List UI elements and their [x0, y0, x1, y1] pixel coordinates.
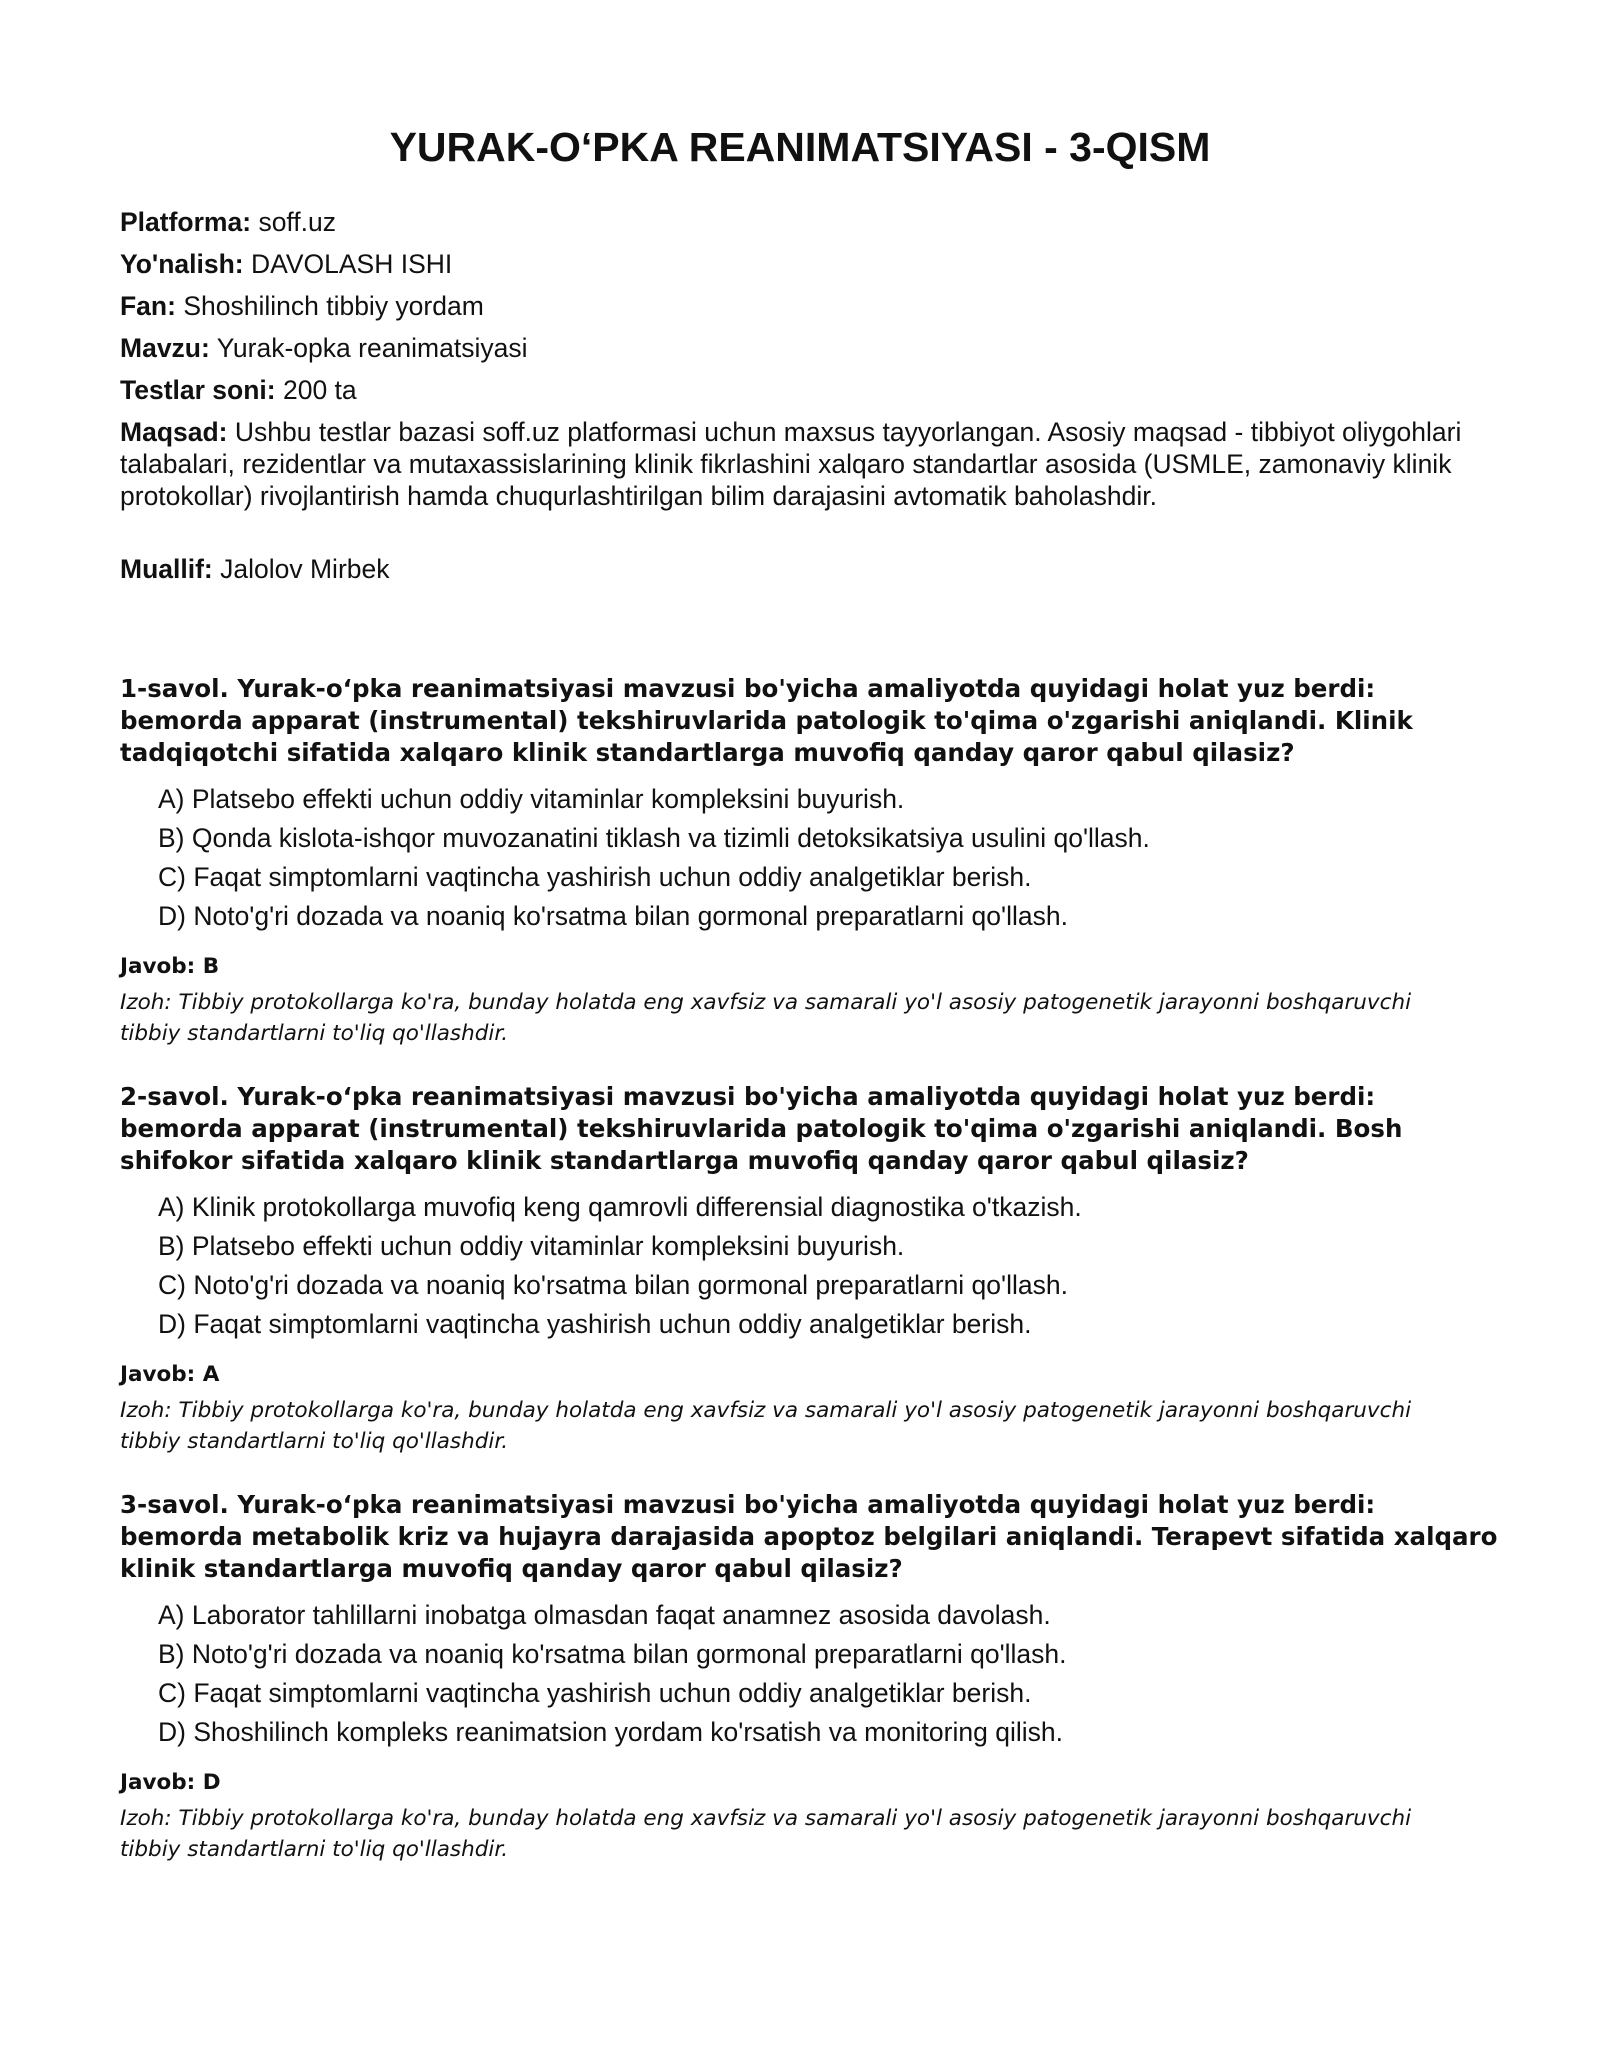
- meta-testlar-soni: [120, 374, 1480, 406]
- question-3: [120, 1489, 1500, 1865]
- answer-label: Javob: A: [120, 1362, 220, 1387]
- option-b: B) Noto'g'ri dozada va noaniq ko'rsatma bilan gormonal preparatlarni qo'llash.: [158, 1639, 1067, 1669]
- explanation-text: Izoh: Tibbiy protokollarga ko'ra, bunday holatda eng xavfsiz va samarali yo'l asosiy patogenetik jarayonni boshqaruvchi tibbiy standartlarni to'liq qo'llashdir.: [120, 1806, 1412, 1862]
- option-d: D) Faqat simptomlarni vaqtincha yashirish uchun oddiy analgetiklar berish.: [158, 1309, 1032, 1339]
- meta-key: Maqsad:: [120, 417, 228, 447]
- option-c: C) Noto'g'ri dozada va noaniq ko'rsatma bilan gormonal preparatlarni qo'llash.: [158, 1270, 1068, 1300]
- explanation-text: Izoh: Tibbiy protokollarga ko'ra, bunday holatda eng xavfsiz va samarali yo'l asosiy patogenetik jarayonni boshqaruvchi tibbiy standartlarni to'liq qo'llashdir.: [120, 990, 1412, 1046]
- meta-mavzu: [120, 332, 1480, 364]
- option-d: D) Noto'g'ri dozada va noaniq ko'rsatma bilan gormonal preparatlarni qo'llash.: [158, 901, 1068, 931]
- meta-key: Fan:: [120, 291, 176, 321]
- question-text: 1-savol. Yurak-o‘pka reanimatsiyasi mavzusi bo'yicha amaliyotda quyidagi holat yuz berdi: bemorda apparat (instrumental) tekshiruvlarida patologik to'qima o'zgarishi aniqlandi. Klinik tadqiqotchi sifatida xalqaro klinik standartlarga muvofiq qanday qaror qabul qilasiz?: [120, 674, 1413, 767]
- option-d: D) Shoshilinch kompleks reanimatsion yordam ko'rsatish va monitoring qilish.: [158, 1717, 1063, 1747]
- meta-value: soff.uz: [258, 207, 337, 237]
- document-title: YURAK-O‘PKA REANIMATSIYASI - 3-QISM: [389, 124, 1211, 170]
- explanation-text: Izoh: Tibbiy protokollarga ko'ra, bunday holatda eng xavfsiz va samarali yo'l asosiy patogenetik jarayonni boshqaruvchi tibbiy standartlarni to'liq qo'llashdir.: [120, 1398, 1412, 1454]
- meta-platforma: [120, 206, 1480, 238]
- meta-value: 200 ta: [282, 375, 357, 405]
- meta-yonalish: [120, 248, 1480, 280]
- question-text: 2-savol. Yurak-o‘pka reanimatsiyasi mavzusi bo'yicha amaliyotda quyidagi holat yuz berdi: bemorda apparat (instrumental) tekshiruvlarida patologik to'qima o'zgarishi aniqlandi. Bosh shifokor sifatida xalqaro klinik standartlarga muvofiq qanday qaror qabul qilasiz?: [120, 1082, 1403, 1175]
- meta-key: Muallif:: [120, 554, 213, 584]
- option-c: C) Faqat simptomlarni vaqtincha yashirish uchun oddiy analgetiklar berish.: [158, 862, 1032, 892]
- meta-value: Yurak-opka reanimatsiyasi: [216, 333, 528, 363]
- options-list: [120, 1191, 1500, 1347]
- options-list: [120, 1599, 1500, 1755]
- option-a: A) Klinik protokollarga muvofiq keng qamrovli differensial diagnostika o'tkazish.: [158, 1192, 1082, 1222]
- meta-value: DAVOLASH ISHI: [250, 249, 453, 279]
- meta-maqsad: [120, 416, 1480, 512]
- answer-label: Javob: D: [120, 1770, 221, 1795]
- question-2: [120, 1081, 1500, 1457]
- option-c: C) Faqat simptomlarni vaqtincha yashirish uchun oddiy analgetiklar berish.: [158, 1678, 1032, 1708]
- question-text: 3-savol. Yurak-o‘pka reanimatsiyasi mavzusi bo'yicha amaliyotda quyidagi holat yuz berdi: bemorda metabolik kriz va hujayra darajasida apoptoz belgilari aniqlandi. Terapevt sifatida xalqaro klinik standartlarga muvofiq qanday qaror qabul qilasiz?: [120, 1490, 1498, 1583]
- meta-key: Mavzu:: [120, 333, 210, 363]
- options-list: [120, 783, 1500, 939]
- meta-fan: [120, 290, 1480, 322]
- option-b: B) Platsebo effekti uchun oddiy vitaminlar kompleksini buyurish.: [158, 1231, 905, 1261]
- meta-value: Ushbu testlar bazasi soff.uz platformasi uchun maxsus tayyorlangan. Asosiy maqsad - tibbiyot oliygohlari talabalari, rezidentlar va mutaxassislarining klinik fikrlashini xalqaro standartlar asosida (USMLE, zamonaviy klinik protokollar) rivojlantirish hamda chuqurlashtirilgan bilim darajasini avtomatik baholashdir.: [120, 417, 1462, 511]
- meta-key: Yo'nalish:: [120, 249, 244, 279]
- meta-muallif: [120, 553, 1480, 585]
- option-a: A) Platsebo effekti uchun oddiy vitaminlar kompleksini buyurish.: [158, 784, 905, 814]
- option-b: B) Qonda kislota-ishqor muvozanatini tiklash va tizimli detoksikatsiya usulini qo'llash.: [158, 823, 1150, 853]
- option-a: A) Laborator tahlillarni inobatga olmasdan faqat anamnez asosida davolash.: [158, 1600, 1051, 1630]
- meta-value: Jalolov Mirbek: [220, 554, 390, 584]
- meta-key: Platforma:: [120, 207, 252, 237]
- question-1: [120, 673, 1500, 1049]
- meta-key: Testlar soni:: [120, 375, 276, 405]
- meta-value: Shoshilinch tibbiy yordam: [183, 291, 484, 321]
- answer-label: Javob: B: [120, 954, 220, 979]
